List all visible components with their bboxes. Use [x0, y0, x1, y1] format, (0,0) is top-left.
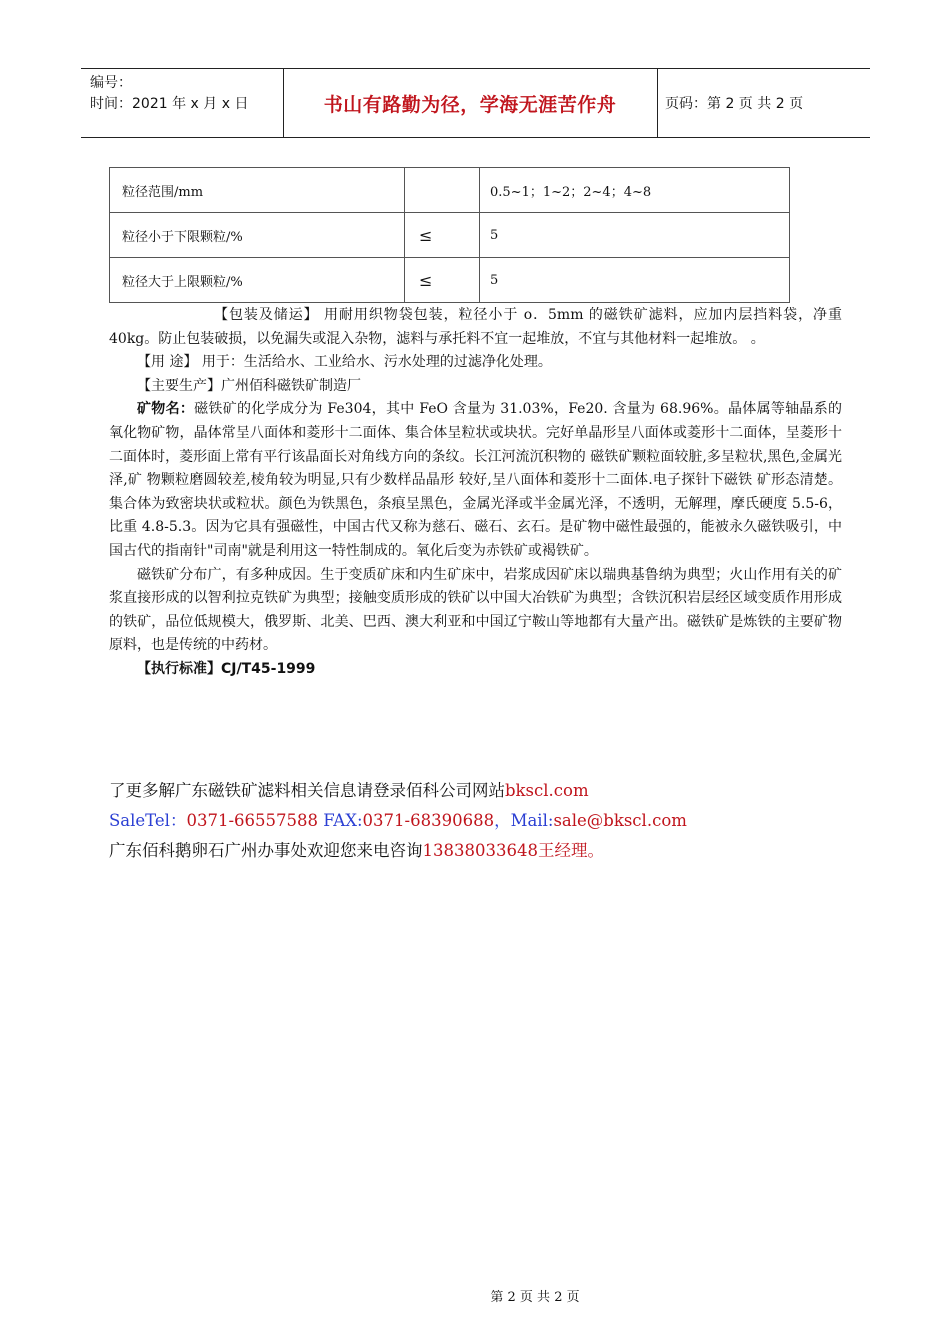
contact-block	[109, 776, 869, 866]
spec-name: 粒径大于上限颗粒/%	[110, 258, 405, 303]
header-page-info: 页码：第 2 页 共 2 页	[665, 96, 804, 112]
table-row	[110, 168, 790, 213]
phone-intro: 广东佰科鹅卵石广州办事处欢迎您来电咨询	[109, 841, 423, 860]
mail-label: ，Mail:	[494, 811, 554, 830]
spec-value: 0.5~1；1~2；2~4；4~8	[480, 168, 790, 213]
standard-value: CJ/T45-1999	[221, 660, 316, 677]
document-body	[109, 304, 842, 682]
spec-value: 5	[480, 258, 790, 303]
document-header	[81, 68, 870, 138]
contact-line-phone	[109, 836, 869, 866]
fax-label: FAX:	[323, 811, 363, 830]
website-intro: 了更多解广东磁铁矿滤料相关信息请登录佰科公司网站	[109, 781, 505, 800]
page-footer: 第 2 页 共 2 页	[490, 1290, 580, 1305]
fax-number: 0371-68390688	[362, 811, 495, 830]
spec-table	[109, 167, 790, 303]
spec-value: 5	[480, 213, 790, 258]
header-motto: 书山有路勤为径，学海无涯苦作舟	[323, 93, 617, 116]
tel-label: SaleTel：	[109, 811, 187, 830]
date-line: 时间：2021 年 x 月 x 日	[90, 96, 249, 112]
mail-link[interactable]: sale@bkscl.com	[553, 811, 687, 830]
number-label: 编号：	[90, 75, 132, 91]
contact-line-tel	[109, 806, 869, 836]
spec-operator: ≤	[405, 258, 480, 303]
standard-paragraph	[109, 658, 842, 682]
contact-person: 王经理。	[537, 841, 604, 860]
header-meta	[90, 73, 248, 115]
website-link[interactable]: bkscl.com	[505, 781, 589, 800]
packaging-paragraph: 【包装及储运】 用耐用织物袋包装，粒径小于 o．5mm 的磁铁矿滤料，应加内层挡料袋，净重 40kg。防止包装破损，以免漏失或混入杂物，滤料与承托料不宜一起堆放，不宜与其他材料一起堆放。 。	[109, 307, 842, 347]
mineral-label: 矿物名：	[137, 401, 195, 418]
spec-name: 粒径范围/mm	[110, 168, 405, 213]
header-divider	[657, 69, 658, 137]
phone-number: 13838033648	[422, 841, 538, 860]
mineral-text: 磁铁矿的化学成分为 Fe304，其中 FeO 含量为 31.03%，Fe20. 含量为 68.96%。晶体属等轴晶系的氧化物矿物，晶体常呈八面体和菱形十二面体、集合体呈粒状或块状。完好单晶形呈八面体或菱形十二面体，呈菱形十二面体时，菱形面上常有平行该晶面长对角线方向的条纹。长江河流沉积物的 磁铁矿颗粒面较脏,多呈粒状,黑色,金属光泽,矿 物颗粒磨圆较差,棱角较为明显,只有少数样品晶形 较好,呈八面体和菱形十二面体.电子探针下磁铁 矿形态清楚。集合体为致密块状或粒状。颜色为铁黑色，条痕呈黑色，金属光泽或半金属光泽，不透明，无解理，摩氏硬度 5.5-6，比重 4.8-5.3。因为它具有强磁性，中国古代又称为慈石、磁石、玄石。是矿物中磁性最强的，能被永久磁铁吸引，中国古代的指南针"司南"就是利用这一特性制成的。氧化后变为赤铁矿或褐铁矿。	[109, 401, 842, 559]
contact-line-website	[109, 776, 869, 806]
spec-operator	[405, 168, 480, 213]
mineral-paragraph	[109, 398, 842, 563]
tel-number: 0371-66557588	[186, 811, 319, 830]
producer-paragraph: 【主要生产】广州佰科磁铁矿制造厂	[137, 377, 361, 394]
usage-paragraph: 【用 途】 用于：生活给水、工业给水、污水处理的过滤净化处理。	[137, 354, 552, 371]
table-row	[110, 213, 790, 258]
table-row	[110, 258, 790, 303]
spec-name: 粒径小于下限颗粒/%	[110, 213, 405, 258]
distribution-paragraph: 磁铁矿分布广，有多种成因。生于变质矿床和内生矿床中，岩浆成因矿床以瑞典基鲁纳为典型；火山作用有关的矿浆直接形成的以智利拉克铁矿为典型；接触变质形成的铁矿以中国大冶铁矿为典型；含铁沉积岩层经区域变质作用形成的铁矿，品位低规模大，俄罗斯、北美、巴西、澳大利亚和中国辽宁鞍山等地都有大量产出。磁铁矿是炼铁的主要矿物原料，也是传统的中药材。	[109, 566, 842, 654]
spec-operator: ≤	[405, 213, 480, 258]
standard-label: 【执行标准】	[137, 660, 221, 677]
